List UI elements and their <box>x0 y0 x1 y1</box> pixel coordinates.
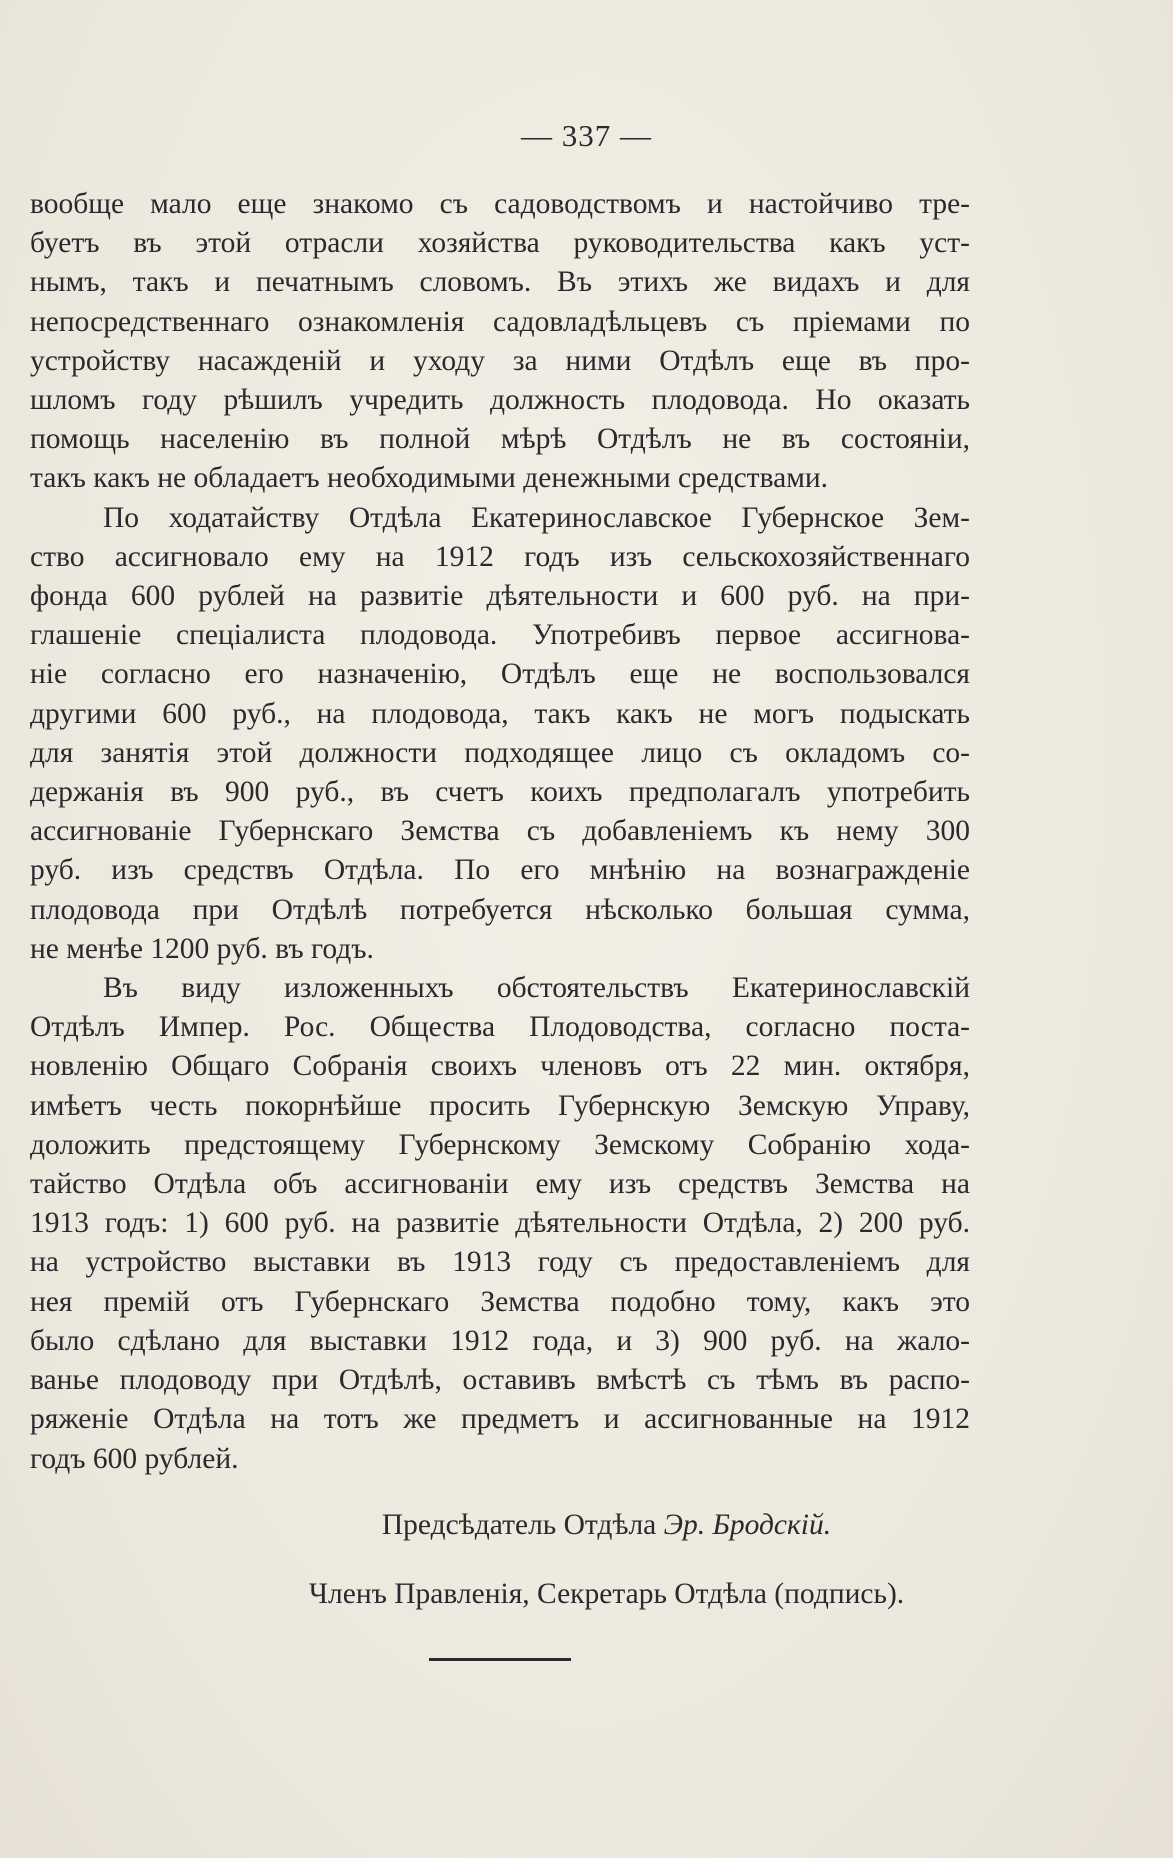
text-line: вообще мало еще знакомо съ садоводствомъ и настойчиво тре- <box>30 188 970 220</box>
text-line: для занятія этой должности подходящее лицо съ окладомъ со- <box>30 736 970 769</box>
chair-title: Предсѣдатель Отдѣла <box>381 1509 657 1541</box>
text-line: глашеніе спеціалиста плодовода. Употребивъ первое ассигнова- <box>30 619 970 652</box>
text-line: По ходатайству Отдѣла Екатеринославское Губернское Зем- <box>103 501 970 534</box>
text-line: устройству насажденій и уходу за ними Отдѣлъ еще въ про- <box>30 344 970 377</box>
text-line: ванье плодоводу при Отдѣлѣ, оставивъ вмѣстѣ съ тѣмъ въ распо- <box>30 1364 970 1397</box>
member-signature: Членъ Правленія, Секретарь Отдѣла (подпись). <box>308 1578 905 1610</box>
text-line: непосредственнаго ознакомленія садовладѣльцевъ съ пріемами по <box>30 305 970 338</box>
text-line: ряженіе Отдѣла на тотъ же предметъ и ассигнованные на 1912 <box>30 1403 970 1436</box>
text-line: другими 600 руб., на плодовода, такъ какъ не могъ подыскать <box>30 697 970 730</box>
text-line: было сдѣлано для выставки 1912 года, и 3) 900 руб. на жало- <box>30 1324 970 1357</box>
text-line: новленію Общаго Собранія своихъ членовъ отъ 22 мин. октября, <box>30 1050 970 1083</box>
text-line: буетъ въ этой отрасли хозяйства руководительства какъ уст- <box>30 227 970 260</box>
text-line: помощь населенію въ полной мѣрѣ Отдѣлъ не въ состояніи, <box>30 423 970 456</box>
text-line: на устройство выставки въ 1913 году съ предоставленіемъ для <box>30 1246 970 1279</box>
chair-signature <box>0 1509 1173 1542</box>
chair-name: Эр. Бродскій. <box>663 1509 832 1541</box>
body-text <box>30 185 970 1479</box>
text-line: годъ 600 рублей. <box>30 1442 239 1475</box>
text-line: имѣетъ честь покорнѣйше просить Губернскую Земскую Управу, <box>30 1089 970 1122</box>
text-line: фонда 600 рублей на развитіе дѣятельности и 600 руб. на при- <box>30 580 970 613</box>
text-line: руб. изъ средствъ Отдѣла. По его мнѣнію на вознагражденіе <box>30 854 970 887</box>
text-line: 1913 годъ: 1) 600 руб. на развитіе дѣятельности Отдѣла, 2) 200 руб. <box>30 1207 970 1240</box>
page-number: — 337 — <box>521 118 652 153</box>
text-line: плодовода при Отдѣлѣ потребуется нѣсколько большая сумма, <box>30 893 970 926</box>
paragraph-1 <box>30 185 970 499</box>
text-line: Въ виду изложенныхъ обстоятельствъ Екатеринославскій <box>103 972 970 1005</box>
closing-rule <box>429 1658 571 1661</box>
text-line: держанія въ 900 руб., въ счетъ коихъ предполагалъ употребить <box>30 776 970 809</box>
text-line: ніе согласно его назначенію, Отдѣлъ еще не воспользовался <box>30 658 970 691</box>
text-line: Отдѣлъ Импер. Рос. Общества Плодоводства, согласно поста- <box>30 1011 970 1044</box>
text-line: такъ какъ не обладаетъ необходимыми денежными средствами. <box>30 462 829 495</box>
text-line: доложить предстоящему Губернскому Земскому Собранію хода- <box>30 1128 970 1161</box>
text-line: ассигнованіе Губернскаго Земства съ добавленіемъ къ нему 300 <box>30 815 970 848</box>
text-line: ство ассигновало ему на 1912 годъ изъ сельскохозяйственнаго <box>30 540 970 573</box>
text-line: шломъ году рѣшилъ учредить должность плодовода. Но оказать <box>30 384 970 417</box>
text-line: не менѣе 1200 руб. въ годъ. <box>30 932 374 965</box>
text-line: нымъ, такъ и печатнымъ словомъ. Въ этихъ же видахъ и для <box>30 266 970 299</box>
paragraph-3 <box>30 969 970 1479</box>
text-line: тайство Отдѣла объ ассигнованіи ему изъ средствъ Земства на <box>30 1168 970 1201</box>
paragraph-2 <box>30 499 970 969</box>
text-line: нея премій отъ Губернскаго Земства подобно тому, какъ это <box>30 1285 970 1318</box>
